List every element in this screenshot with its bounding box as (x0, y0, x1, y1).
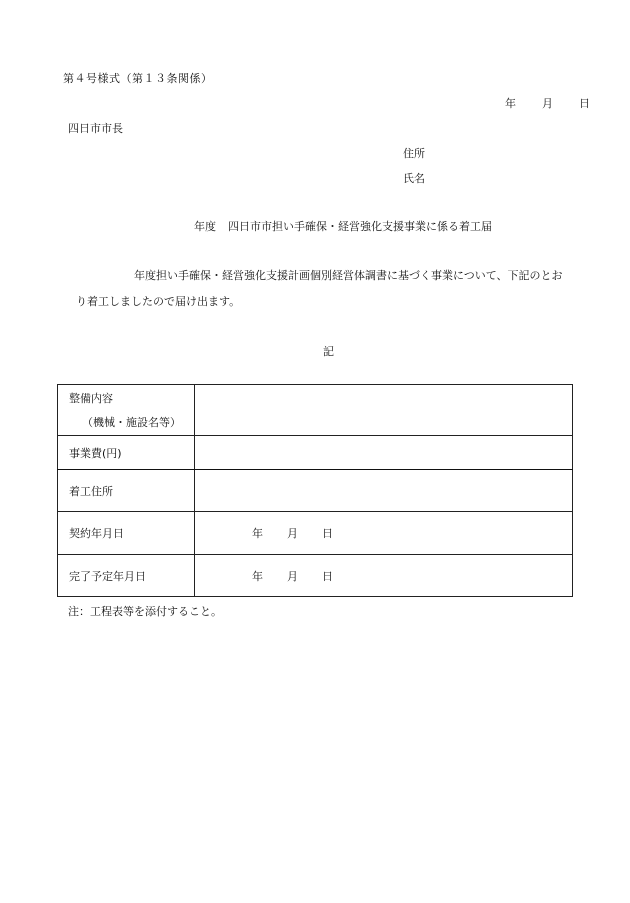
completion-year-label: 年 (252, 569, 263, 583)
label-site: 着工住所 (69, 484, 113, 498)
document-title (194, 218, 492, 234)
table-row (58, 512, 573, 555)
completion-month-label: 月 (287, 569, 298, 583)
cost-value-cell[interactable] (195, 436, 573, 470)
row-label-contract-date (58, 512, 195, 555)
label-completion-date: 完了予定年月日 (69, 569, 146, 583)
date-month-label: 月 (542, 97, 553, 110)
ki-heading: 記 (323, 345, 334, 358)
body-text-line-1: 年度担い手確保・経営強化支援計画個別経営体調書に基づく事業について、下記のとお (134, 269, 563, 282)
applicant-name-label: 氏名 (403, 172, 425, 185)
contract-day-label: 日 (322, 527, 333, 540)
contract-date-cell[interactable] (195, 512, 573, 555)
contract-month-label: 月 (287, 527, 298, 540)
table-row (58, 436, 573, 470)
row-label-equipment (58, 385, 195, 436)
equipment-value-cell[interactable] (195, 385, 573, 436)
footnote: 注：工程表等を添付すること。 (68, 605, 222, 618)
label-equipment-sub: （機械・施設名等） (82, 416, 181, 429)
table-row (58, 385, 573, 436)
table-row (58, 470, 573, 512)
label-contract-date: 契約年月日 (69, 527, 124, 540)
row-label-cost (58, 436, 195, 470)
submission-date (505, 95, 590, 111)
addressee: 四日市市長 (68, 122, 123, 135)
table-row (58, 555, 573, 597)
site-value-cell[interactable] (195, 470, 573, 512)
body-text-line-2: り着工しましたので届け出ます。 (76, 295, 241, 308)
detail-table (57, 384, 573, 597)
row-label-site (58, 470, 195, 512)
contract-year-label: 年 (252, 527, 263, 540)
title-main: 四日市市担い手確保・経営強化支援事業に係る着工届 (228, 220, 492, 233)
form-number: 第４号様式（第１３条関係） (63, 72, 213, 85)
label-cost: 事業費(円) (69, 446, 122, 460)
row-label-completion-date (58, 555, 195, 597)
applicant-address-label: 住所 (403, 147, 425, 160)
completion-day-label: 日 (322, 569, 333, 583)
date-day-label: 日 (579, 97, 590, 110)
label-equipment: 整備内容 (69, 392, 113, 405)
date-year-label: 年 (505, 97, 516, 110)
title-year-prefix: 年度 (194, 220, 216, 233)
completion-date-cell[interactable] (195, 555, 573, 597)
